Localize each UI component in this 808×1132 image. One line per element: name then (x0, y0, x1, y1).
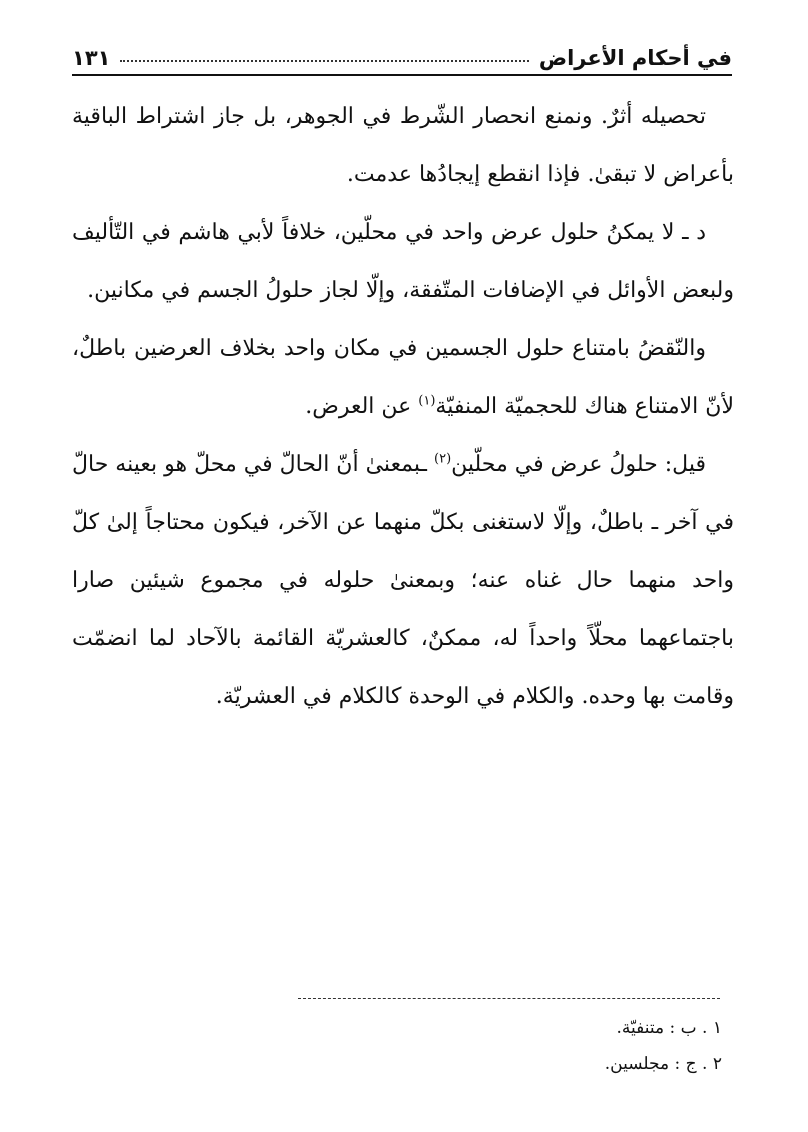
header-dot-leader (120, 60, 528, 62)
footnote-1 (300, 1010, 722, 1046)
footnote-2 (300, 1046, 722, 1082)
paragraph-1: تحصيله أثرٌ. ونمنع انحصار الشّرط في الجوهر، بل جاز اشتراط الباقية بأعراض لا تبقىٰ. فإذا انقطع إيجادُها عدمت. (72, 104, 734, 187)
paragraph-4 (72, 436, 734, 726)
footnote-ref-1[interactable]: (١) (418, 393, 436, 409)
footnote-text: ب : متنفيّة. (616, 1018, 697, 1038)
paragraph-3 (72, 320, 734, 436)
header-rule (72, 74, 732, 76)
footnote-number: ٢ . (702, 1054, 722, 1074)
footnotes (300, 1010, 722, 1082)
paragraph-4-text: قيل: حلولُ عرض في محلّين (451, 452, 707, 477)
page-number: ١٣١ (72, 46, 111, 70)
body-text (72, 88, 734, 726)
paragraph-2: د ـ لا يمكنُ حلول عرض واحد في محلّين، خلافاً لأبي هاشم في التّأليف ولبعض الأوائل في الإضافات المتّفقة، وإلّا لجاز حلولُ الجسم في مكانين. (72, 220, 734, 303)
running-header (72, 30, 732, 70)
footnote-ref-2[interactable]: (٢) (434, 451, 452, 467)
running-title: في أحكام الأعراض (538, 46, 732, 70)
footnote-separator (298, 998, 720, 999)
footnote-text: ج : مجلسين. (604, 1054, 697, 1074)
footnote-number: ١ . (702, 1018, 722, 1038)
paragraph-4-text-end: ـبمعنىٰ أنّ الحالّ في محلّ هو بعينه حالّ في آخر ـ باطلٌ، وإلّا لاستغنى بكلّ منهما عن الآخر، فيكون محتاجاً إلىٰ كلّ واحد منهما حال غناه عنه؛ وبمعنىٰ حلوله في مجموع شيئين صارا باجتماعهما محلّاً واحداً له، ممكنٌ، كالعشريّة القائمة بالآحاد لما انضمّت وقامت بها وحده. والكلام في الوحدة كالكلام في العشريّة. (72, 452, 734, 709)
paragraph-3-text-end: عن العرض. (305, 394, 419, 419)
paragraph-3-text: والنّقضُ بامتناع حلول الجسمين في مكان واحد بخلاف العرضين باطلٌ، لأنّ الامتناع هناك للحجميّة المنفيّة (72, 336, 734, 419)
